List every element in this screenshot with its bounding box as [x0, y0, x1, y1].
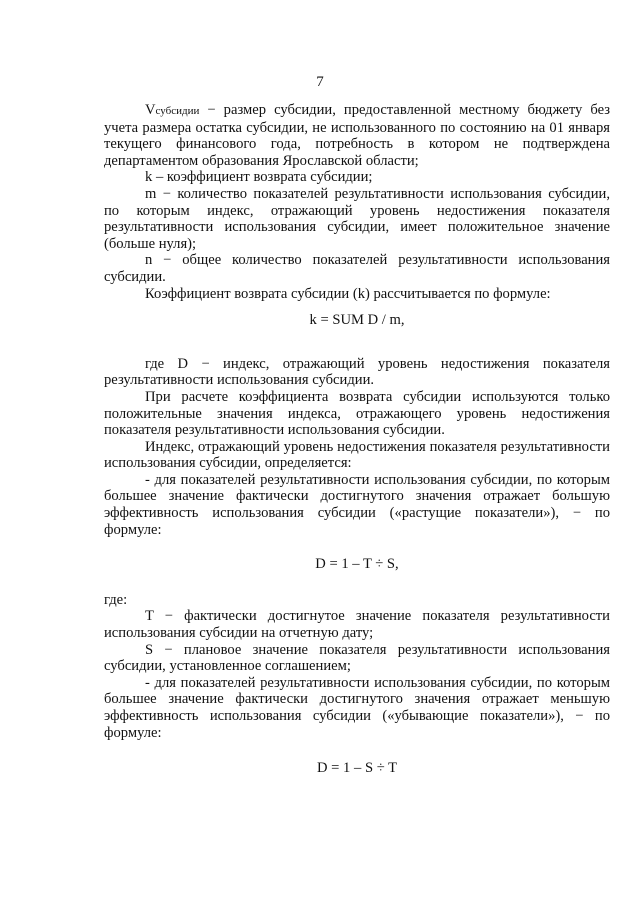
v-description: − размер субсидии, предоставленной местному бюджету без учета размера остатка субсидии, не использованного по состоянию на 01 января текущего финансового года, потребность в котором не подтверждена департаментом образования Ярославской области; — [104, 102, 610, 169]
page-number: 7 — [316, 74, 324, 90]
formula-growing: D = 1 – T ÷ S, — [315, 556, 399, 573]
v-symbol: V — [145, 102, 156, 118]
paragraph-decreasing-indicators: - для показателей результативности использования субсидии, по которым большее значение фактически достигнутого значения отражает меньшую эффективность использования субсидии («убывающие показатели»), − по формуле: — [104, 674, 610, 741]
paragraph-k-definition: k – коэффициент возврата субсидии; — [145, 169, 373, 186]
paragraph-k-formula-intro: Коэффициент возврата субсидии (k) рассчитывается по формуле: — [145, 285, 551, 302]
paragraph-index-intro: Индекс, отражающий уровень недостижения показателя результативности использования субсидии, определяется: — [104, 438, 610, 472]
v-subscript: субсидии — [155, 105, 200, 117]
formula-decreasing: D = 1 – S ÷ T — [316, 760, 398, 777]
paragraph-n-definition: n − общее количество показателей результативности использования субсидии. — [104, 252, 610, 285]
paragraph-positive-note: При расчете коэффициента возврата субсидии используются только положительные значения индекса, отражающего уровень недостижения показателя результативности использования субсидии. — [104, 388, 610, 439]
paragraph-s-definition: S − плановое значение показателя результативности использования субсидии, установленное соглашением; — [104, 641, 610, 675]
paragraph-where: где: — [104, 591, 128, 608]
document-body — [104, 102, 610, 777]
paragraph-d-definition: где D − индекс, отражающий уровень недостижения показателя результативности использования субсидии. — [104, 355, 610, 389]
paragraph-growing-indicators: - для показателей результативности использования субсидии, по которым большее значение фактически достигнутого значения отражает большую эффективность использования субсидии («растущие показатели»), − по формуле: — [104, 471, 610, 538]
paragraph-v-definition — [104, 102, 610, 169]
formula-k: k = SUM D / m, — [309, 312, 405, 329]
paragraph-m-definition: m − количество показателей результативности использования субсидии, по которым индекс, отражающий уровень недостижения показателя результативности использования субсидии, имеет положительное значение (больше нуля); — [104, 185, 610, 252]
paragraph-t-definition: T − фактически достигнутое значение показателя результативности использования субсидии на отчетную дату; — [104, 608, 610, 642]
